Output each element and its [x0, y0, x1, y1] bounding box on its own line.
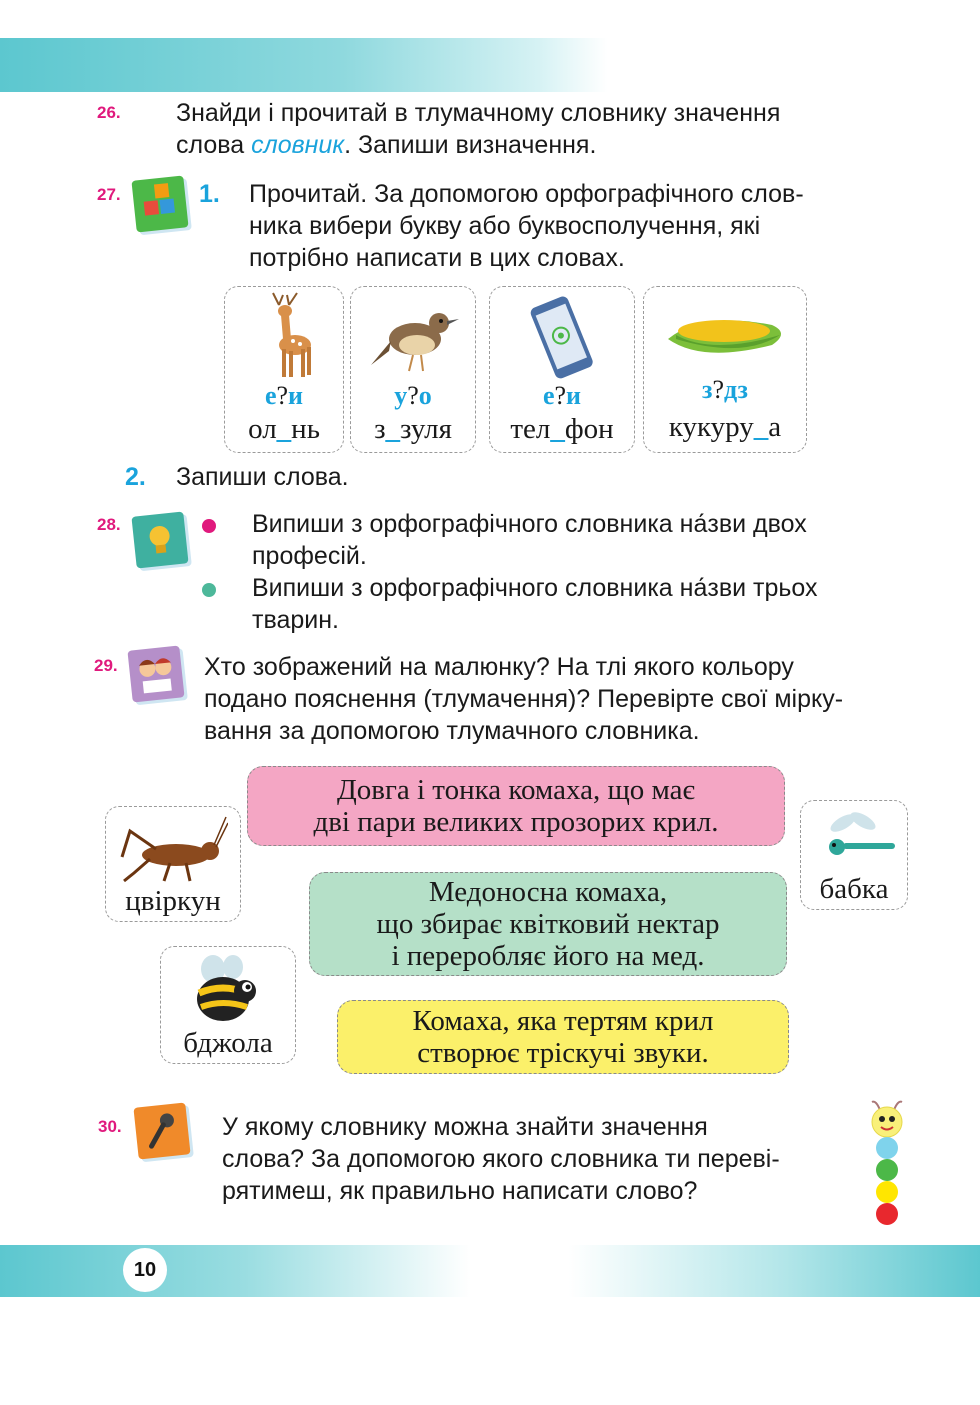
word-with-gap: ол_нь — [248, 413, 320, 445]
cricket-icon — [120, 815, 228, 885]
letter-options: е?и — [542, 381, 582, 410]
insect-name-bee: бджола — [183, 1027, 273, 1059]
ex30-line-2: слова? За допомогою якого словника ти переві- — [222, 1145, 780, 1173]
ex29-line-3: вання за допомогою тлумачного словника. — [204, 717, 700, 745]
word-with-gap: тел_фон — [510, 413, 614, 445]
exercise-28-text — [252, 508, 906, 636]
deer-icon — [255, 291, 319, 381]
definition-pink: Довга і тонка комаха, що має дві пари великих прозорих крил. — [247, 766, 785, 846]
ex29-line-2: подано пояснення (тлумачення)? Перевірте свої мірку- — [204, 685, 844, 713]
corn-icon — [662, 305, 792, 365]
ex28-bullet-2-line-1: Випиши з орфографічного словника на́зви трьох — [252, 574, 818, 602]
caterpillar-mascot-icon — [864, 1100, 910, 1230]
exercise-27-task-2-text: Запиши слова. — [176, 463, 349, 491]
task-number-1: 1. — [199, 180, 220, 208]
exercise-number-28: 28. — [97, 515, 121, 534]
bullet-pink — [202, 519, 216, 533]
ex29-line-1: Хто зображений на малюнку? На тлі якого кольору — [204, 653, 794, 681]
microphone-sticker-icon — [133, 1102, 190, 1159]
children-reading-sticker-icon — [127, 645, 184, 702]
insect-name-dragonfly: бабка — [819, 873, 889, 905]
letter-options: у?о — [394, 381, 432, 410]
word-slovnyk: словник — [251, 131, 345, 159]
top-header-band — [0, 38, 980, 92]
word-card-telefon — [489, 286, 635, 453]
exercise-26-line-1: Знайди і прочитай в тлумачному словнику значення — [176, 99, 781, 127]
exercise-number-29: 29. — [94, 656, 118, 675]
word-card-kukurudza — [643, 286, 807, 453]
exercise-26-line-2: слова словник. Запиши визначення. — [176, 131, 597, 159]
definition-yellow: Комаха, яка тертям крил створює тріскучі звуки. — [337, 1000, 789, 1074]
task-1-line-2: ника вибери букву або буквосполучення, які — [249, 212, 761, 240]
insect-card-bee — [160, 946, 296, 1064]
blocks-sticker-icon — [131, 175, 188, 232]
definition-green: Медоносна комаха, що збирає квітковий нектар і переробляє його на мед. — [309, 872, 787, 976]
word-with-gap: кукуру_а — [668, 411, 782, 443]
insect-card-cricket — [105, 806, 241, 922]
phone-icon — [520, 295, 606, 381]
exercise-27-task-1-text — [249, 178, 906, 274]
letter-options: з?дз — [702, 375, 748, 404]
insect-card-dragonfly — [800, 800, 908, 910]
task-1-line-1: Прочитай. За допомогою орфографічного слов- — [249, 180, 804, 208]
task-1-line-3: потрібно написати в цих словах. — [249, 244, 625, 272]
task-number-2: 2. — [125, 463, 146, 491]
word-card-olen — [224, 286, 344, 453]
exercise-number-27: 27. — [97, 185, 121, 204]
ex30-line-3: рятимеш, як правильно написати слово? — [222, 1177, 698, 1205]
dragonfly-icon — [815, 809, 897, 873]
bee-icon — [185, 953, 275, 1029]
exercise-30-text — [222, 1111, 844, 1207]
lightbulb-sticker-icon — [131, 511, 188, 568]
exercise-26-text — [176, 97, 906, 161]
bird-icon — [369, 297, 461, 377]
letter-options: е?и — [264, 381, 304, 410]
exercise-number-30: 30. — [98, 1117, 122, 1136]
page-number: 10 — [123, 1248, 167, 1292]
bullet-green — [202, 583, 216, 597]
exercise-29-text — [204, 651, 906, 747]
insect-name-cricket: цвіркун — [125, 885, 221, 917]
ex28-bullet-1-line-1: Випиши з орфографічного словника на́зви двох — [252, 510, 807, 538]
word-with-gap: з_зуля — [374, 413, 452, 445]
ex30-line-1: У якому словнику можна знайти значення — [222, 1113, 708, 1141]
ex28-bullet-2-line-2: тварин. — [252, 606, 339, 634]
word-card-zozulya — [350, 286, 476, 453]
ex28-bullet-1-line-2: професій. — [252, 542, 367, 570]
exercise-number-26: 26. — [97, 103, 121, 122]
